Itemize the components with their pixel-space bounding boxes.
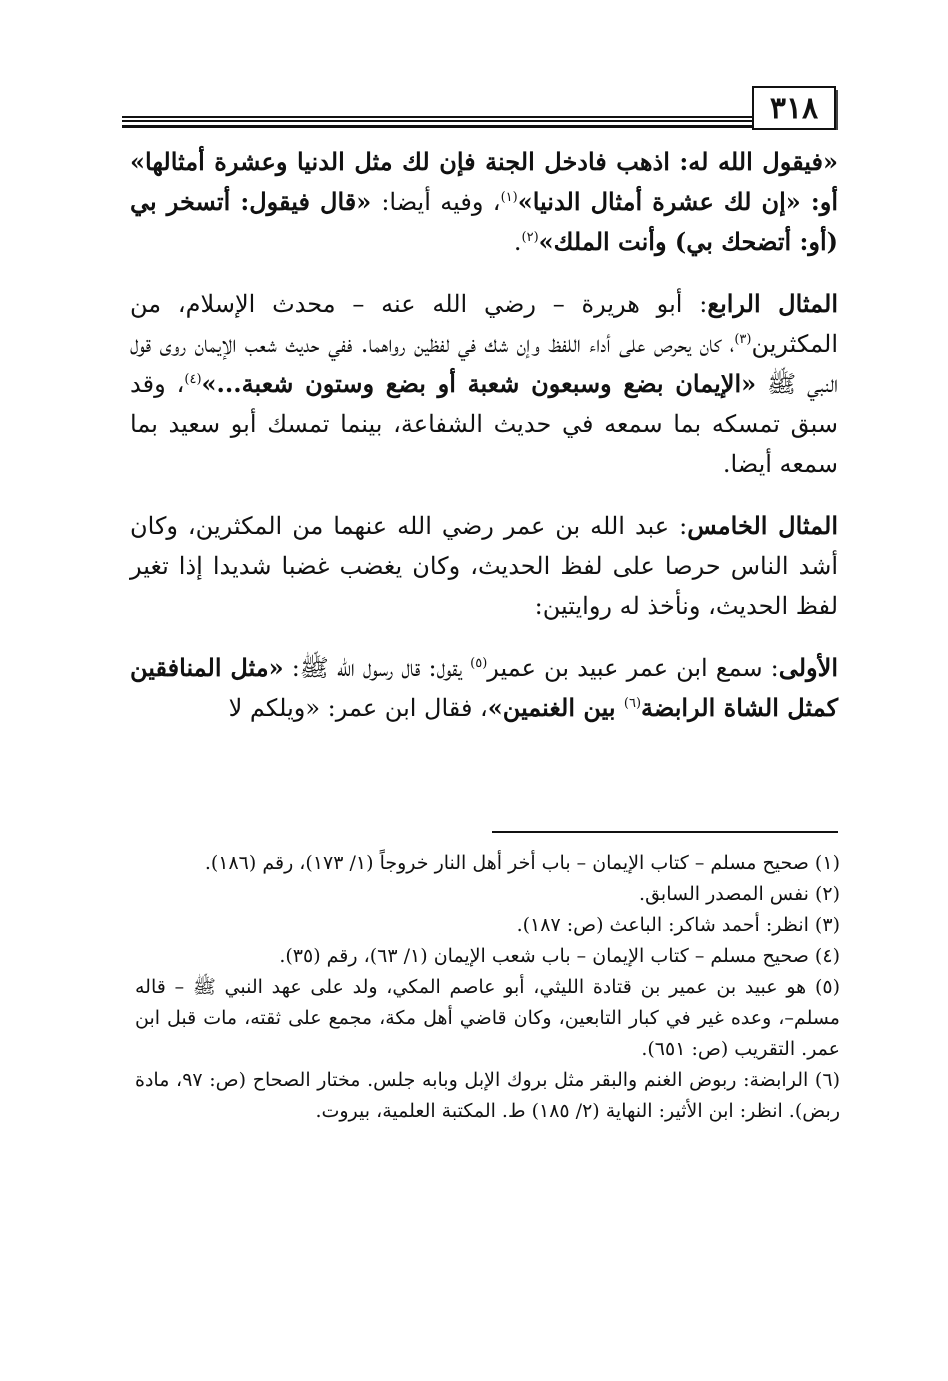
paragraph: [130, 648, 838, 728]
body-text: ، فقال ابن عمر: «ويلكم لا: [228, 694, 488, 722]
footnote: (٣) انظر: أحمد شاكر: الباعث (ص: ١٨٧).: [516, 914, 840, 936]
example-label: المثال الرابع: [707, 289, 839, 318]
paragraph: [130, 284, 838, 484]
footnote-ref: (٢): [521, 230, 539, 245]
quote-text: بين الغنمين»: [487, 693, 624, 722]
footnote-ref: (١): [500, 190, 518, 205]
header-rule: [122, 125, 752, 128]
body-text: ، وفيه أيضا:: [381, 188, 501, 216]
body-text: .: [513, 228, 522, 256]
body-text: : أبو هريرة – رضي الله عنه – محدث الإسلام، من المكثرين: [130, 290, 838, 358]
header-rule: [122, 116, 752, 118]
example-label: الأولى: [778, 653, 838, 682]
quote-text: «مثل المنافقين كمثل الشاة الرابضة: [130, 653, 838, 722]
footnote-separator: [492, 831, 838, 833]
quote-text: «فيقول الله له: اذهب فادخل الجنة فإن لك مثل الدنيا وعشرة أمثالها» أو: «إن لك عشرة أمثال الدنيا»: [130, 147, 839, 216]
page-number: ٣١٨: [752, 86, 836, 130]
paragraph: [130, 142, 838, 262]
body-text: يقول: قال رسول الله ﷺ:: [283, 654, 471, 682]
quote-text: «الإيمان بضع وسبعون شعبة أو بضع وستون شعبة...»: [201, 369, 757, 398]
footnote: (١) صحيح مسلم – كتاب الإيمان – باب أخر أهل النار خروجاً (١/ ١٧٣)، رقم (١٨٦).: [204, 852, 840, 874]
footnote-ref: (٥): [470, 656, 488, 671]
quote-text: «قال فيقول: أتسخر بي (أو: أتضحك بي) وأنت الملك»: [130, 187, 838, 256]
header-rule: [122, 120, 752, 122]
footnote: (٤) صحيح مسلم – كتاب الإيمان – باب شعب الإيمان (١/ ٦٣)، رقم (٣٥).: [279, 945, 840, 967]
footnote: (٥) هو عبيد بن عمير بن قتادة الليثي، أبو عاصم المكي، ولد على عهد النبي ﷺ – قاله مسلم–، وعده غير في كبار التابعين، وكان قاضي أهل مكة، مجمع على ثقته، مات قبل ابن عمر. التقريب (ص: ٦٥١).: [135, 976, 840, 1060]
footnote: (٢) نفس المصدر السابق.: [639, 883, 840, 905]
footnote-ref: (٦): [623, 696, 642, 711]
footnotes: [135, 848, 840, 1127]
main-text: [130, 142, 838, 728]
body-text: : سمع ابن عمر عبيد بن عمير: [487, 654, 779, 682]
example-label: المثال الخامس: [687, 511, 838, 540]
body-text: ، وقد سبق تمسكه بما سمعه في حديث الشفاعة، بينما تمسك أبو سعيد بما سمعه أيضا.: [130, 370, 838, 478]
paragraph: [130, 506, 838, 626]
body-text: : عبد الله بن عمر رضي الله عنهما من المكثرين، وكان أشد الناس حرصا على لفظ الحديث، وكان يغضب غضبا شديدا إذا تغير لفظ الحديث، ونأخذ له روايتين:: [130, 512, 838, 620]
footnote: (٦) الرابضة: ربوض الغنم والبقر مثل بروك الإبل وبابه جلس. مختار الصحاح (ص: ٩٧، مادة ربض). انظر: ابن الأثير: النهاية (٢/ ١٨٥) ط. المكتبة العلمية، بيروت.: [135, 1069, 840, 1122]
footnote-ref: (٣): [734, 332, 752, 347]
body-text: ، كان يحرص على أداء اللفظ وإن شك في لفظين رواهما. ففي حديث شعب الإيمان روى قول النبي ﷺ: [130, 330, 838, 398]
footnote-ref: (٤): [184, 372, 202, 387]
